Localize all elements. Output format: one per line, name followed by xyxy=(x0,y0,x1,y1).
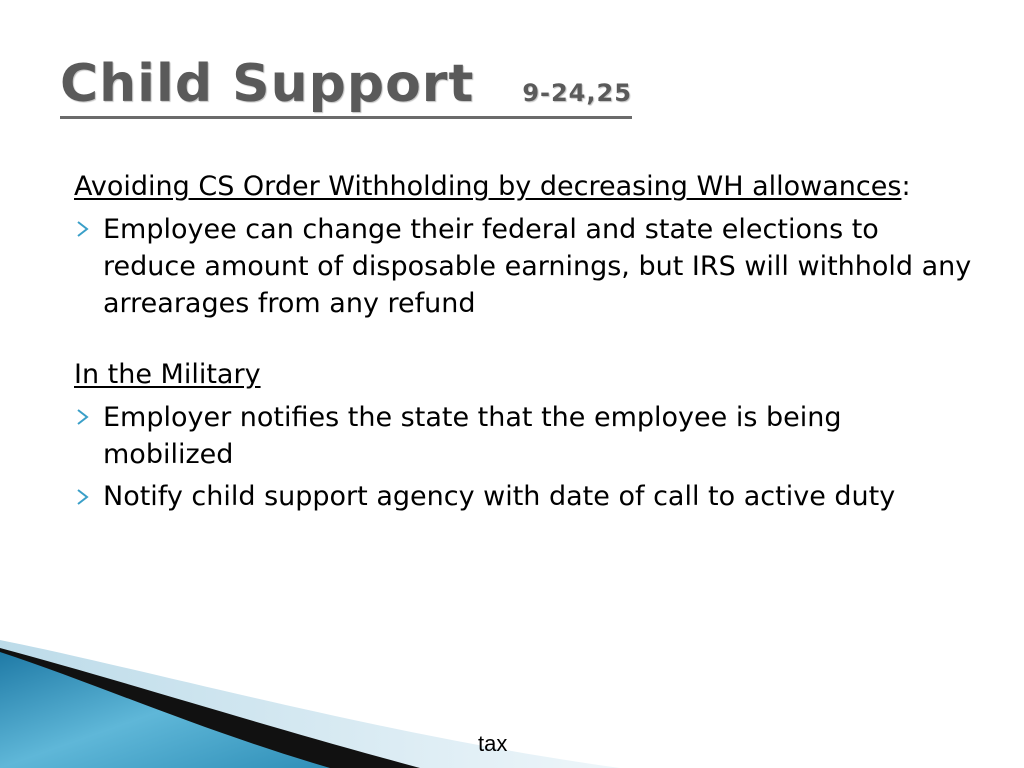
footer-label: tax xyxy=(478,731,508,756)
section-heading-text: Avoiding CS Order Withholding by decreasing WH allowances xyxy=(74,171,902,202)
decorative-swoosh xyxy=(0,640,620,768)
bullet-text: Employee can change their federal and state elections to reduce amount of disposable earnings, but IRS will withhold any arrearages from any refund xyxy=(103,214,972,319)
arrow-bullet-icon xyxy=(76,220,90,238)
bullet-item xyxy=(74,399,974,473)
bullet-text: Employer notifies the state that the employee is being mobilized xyxy=(103,402,842,470)
section-heading-colon: : xyxy=(901,171,911,202)
arrow-bullet-icon xyxy=(76,488,90,506)
slide-body xyxy=(74,168,974,517)
slide-title xyxy=(60,54,632,119)
section-heading-military xyxy=(74,356,974,393)
bullet-text: Notify child support agency with date of call to active duty xyxy=(103,481,896,512)
arrow-bullet-icon xyxy=(76,408,90,426)
bullet-item xyxy=(74,211,974,322)
section-heading-withholding xyxy=(74,168,974,205)
slide-title-pages: 9-24,25 xyxy=(522,79,632,107)
bullet-item xyxy=(74,477,974,517)
slide-title-text: Child Support xyxy=(60,54,475,114)
section-heading-text: In the Military xyxy=(74,359,261,390)
